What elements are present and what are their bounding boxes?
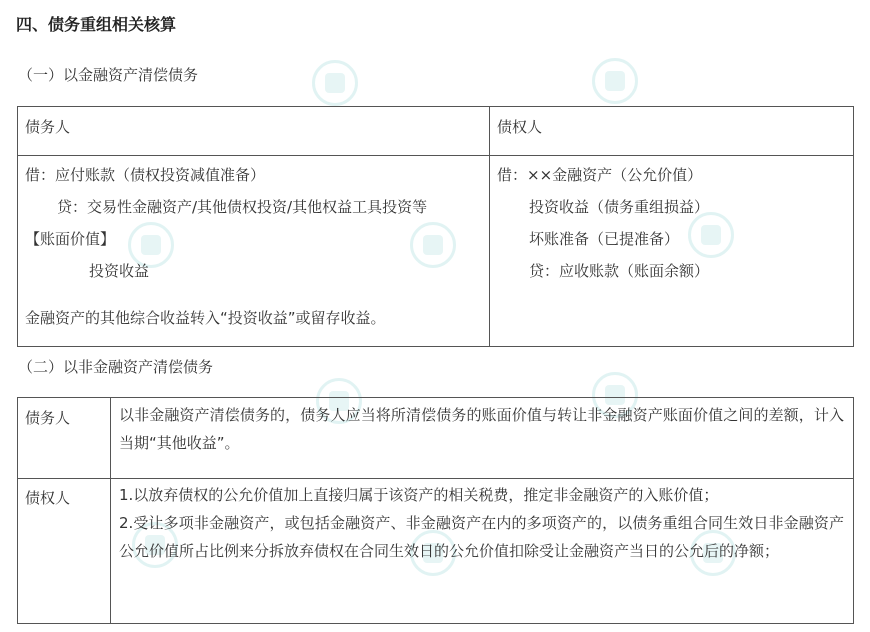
creditor-header: 债权人 — [497, 118, 543, 136]
debtor-entry-investment-income: 投资收益 — [89, 262, 150, 280]
debtor-entry-book-value: 【账面价值】 — [25, 230, 116, 248]
creditor-entry-investment-income: 投资收益（债务重组损益） — [529, 198, 710, 216]
column-divider — [110, 398, 111, 623]
section2-title: （二）以非金融资产清偿债务 — [18, 358, 214, 376]
debtor-entry-debit: 借：应付账款（债权投资减值准备） — [25, 166, 266, 184]
creditor-entry-debit: 借：××金融资产（公允价值） — [497, 166, 703, 184]
creditor-item-1: 1.以放弃债权的公允价值加上直接归属于该资产的相关税费，推定非金融资产的入账价值； — [119, 486, 719, 504]
section1-title: （一）以金融资产清偿债务 — [18, 66, 199, 84]
debtor-label: 债务人 — [25, 409, 71, 427]
debtor-text: 以非金融资产清偿债务的，债务人应当将所清偿债务的账面价值与转让非金融资产账面价值之间的差额，计入当期“其他收益”。 — [119, 406, 844, 452]
debtor-entry-credit: 贷：交易性金融资产/其他债权投资/其他权益工具投资等 — [57, 198, 428, 216]
watermark-logo-icon — [312, 60, 358, 106]
creditor-label: 债权人 — [25, 489, 71, 507]
creditor-item-2: 2.受让多项非金融资产，或包括金融资产、非金融资产在内的多项资产的，以债务重组合同生效日非金融资产公允价值所占比例来分拆放弃债权在合同生效日的公允价值扣除受让金融资产当日的公允后的净额； — [119, 514, 844, 560]
debtor-header: 债务人 — [25, 118, 71, 136]
row-divider — [18, 478, 853, 479]
non-financial-asset-table — [17, 397, 854, 624]
creditor-entry-credit: 贷：应收账款（账面余额） — [529, 262, 710, 280]
row-divider — [18, 155, 853, 156]
creditor-entry-bad-debt: 坏账准备（已提准备） — [529, 230, 680, 248]
column-divider — [489, 107, 490, 346]
debtor-note: 金融资产的其他综合收益转入“投资收益”或留存收益。 — [25, 309, 386, 327]
financial-asset-table — [17, 106, 854, 347]
page-title: 四、债务重组相关核算 — [16, 15, 177, 34]
watermark-logo-icon — [592, 58, 638, 104]
